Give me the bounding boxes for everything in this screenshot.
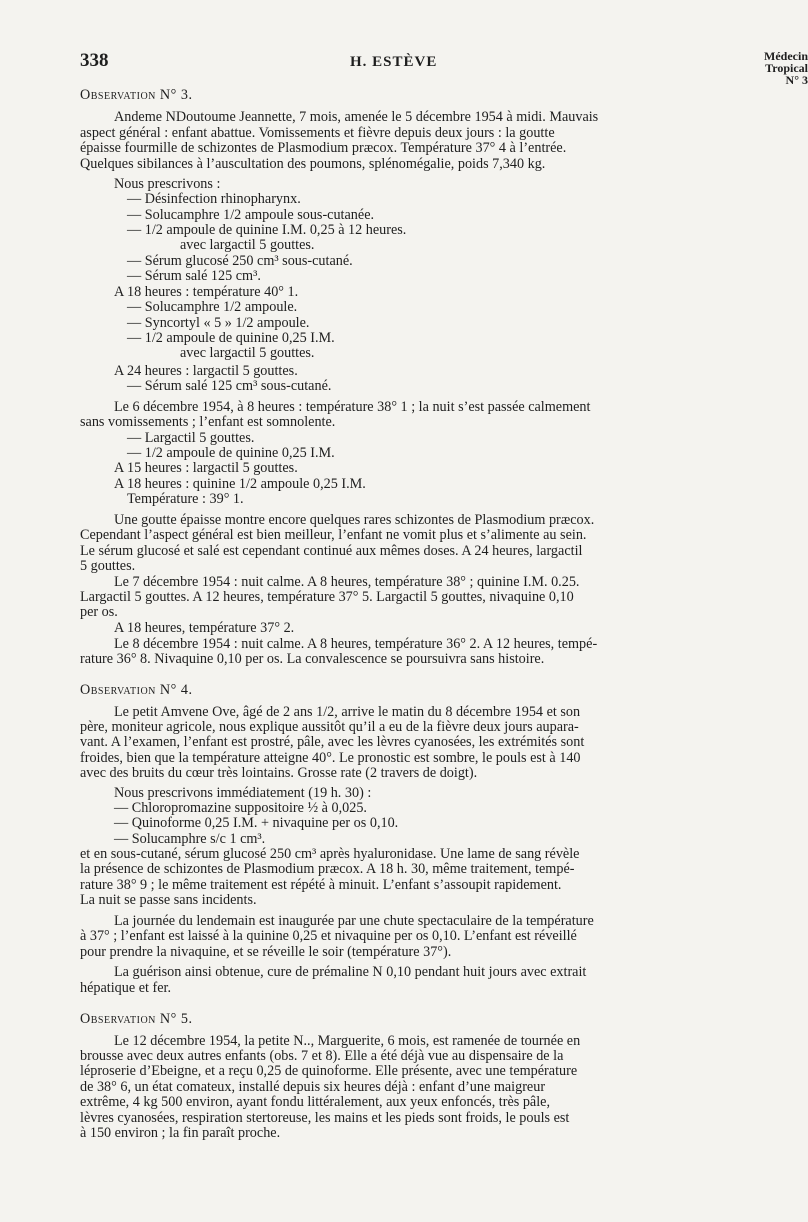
text-line: la présence de schizontes de Plasmodium præcox. A 18 h. 30, même traitement, tempé-: [80, 861, 575, 877]
text-line: — Sérum salé 125 cm³ sous-cutané.: [127, 378, 332, 394]
text-line: — Solucamphre 1/2 ampoule.: [127, 299, 298, 315]
running-head: H. ESTÈVE: [350, 54, 438, 70]
journal-name: [728, 50, 808, 86]
text-line: — Chloropromazine suppositoire ½ à 0,025.: [114, 800, 367, 816]
text-line: — Sérum salé 125 cm³.: [127, 268, 261, 284]
text-line: 5 gouttes.: [80, 558, 136, 574]
text-line: A 18 heures, température 37° 2.: [114, 620, 295, 636]
text-line: lèvres cyanosées, respiration stertoreuse, les mains et les pieds sont froids, le pouls est: [80, 1110, 570, 1126]
text-line: Le 12 décembre 1954, la petite N.., Marguerite, 6 mois, est ramenée de tournée en: [114, 1033, 581, 1049]
text-line: Andeme NDoutoume Jeannette, 7 mois, amenée le 5 décembre 1954 à midi. Mauvais: [114, 109, 599, 125]
text-line: — Largactil 5 gouttes.: [127, 430, 255, 446]
observation-heading: Observation N° 3.: [80, 87, 193, 103]
text-line: La guérison ainsi obtenue, cure de prémaline N 0,10 pendant huit jours avec extrait: [114, 964, 587, 980]
text-line: La journée du lendemain est inaugurée par une chute spectaculaire de la température: [114, 913, 594, 929]
text-line: de 38° 6, un état comateux, installé depuis six heures déjà : enfant d’une maigreur: [80, 1079, 546, 1095]
text-line: extrême, 4 kg 500 environ, ayant fondu littéralement, aux yeux enfoncés, très pâle,: [80, 1094, 550, 1110]
text-line: avec largactil 5 gouttes.: [180, 237, 315, 253]
text-line: Nous prescrivons :: [114, 176, 221, 192]
text-line: Quelques sibilances à l’auscultation des poumons, splénomégalie, poids 7,340 kg.: [80, 156, 546, 172]
text-line: A 15 heures : largactil 5 gouttes.: [114, 460, 298, 476]
text-line: La nuit se passe sans incidents.: [80, 892, 257, 908]
text-line: à 37° ; l’enfant est laissé à la quinine 0,25 et nivaquine per os 0,10. L’enfant est réveillé: [80, 928, 577, 944]
text-line: père, moniteur agricole, nous explique aussitôt qu’il a eu de la fièvre deux jours aupara-: [80, 719, 579, 735]
text-line: Le 7 décembre 1954 : nuit calme. A 8 heures, température 38° ; quinine I.M. 0.25.: [114, 574, 580, 590]
text-line: Température : 39° 1.: [127, 491, 244, 507]
text-line: A 24 heures : largactil 5 gouttes.: [114, 363, 298, 379]
text-line: pour prendre la nivaquine, et se réveille le soir (température 37°).: [80, 944, 452, 960]
text-line: — Solucamphre 1/2 ampoule sous-cutanée.: [127, 207, 375, 223]
text-line: hépatique et fer.: [80, 980, 171, 996]
journal-line: Médecin: [764, 49, 808, 63]
text-line: froides, bien que la température atteigne 40°. Le pronostic est sombre, le pouls est à 140: [80, 750, 581, 766]
text-line: rature 36° 8. Nivaquine 0,10 per os. La convalescence se poursuivra sans histoire.: [80, 651, 545, 667]
journal-line: N° 3: [785, 73, 808, 87]
text-line: — 1/2 ampoule de quinine I.M. 0,25 à 12 heures.: [127, 222, 407, 238]
text-line: A 18 heures : quinine 1/2 ampoule 0,25 I.M.: [114, 476, 366, 492]
journal-line: Tropical: [765, 61, 808, 75]
text-line: Cependant l’aspect général est bien meilleur, l’enfant ne vomit plus et s’alimente au sein.: [80, 527, 587, 543]
text-line: — Quinoforme 0,25 I.M. + nivaquine per os 0,10.: [114, 815, 399, 831]
text-line: — 1/2 ampoule de quinine 0,25 I.M.: [127, 445, 335, 461]
text-line: avec largactil 5 gouttes.: [180, 345, 315, 361]
text-line: — Solucamphre s/c 1 cm³.: [114, 831, 266, 847]
text-line: — 1/2 ampoule de quinine 0,25 I.M.: [127, 330, 335, 346]
text-line: — Syncortyl « 5 » 1/2 ampoule.: [127, 315, 310, 331]
text-line: Le 6 décembre 1954, à 8 heures : température 38° 1 ; la nuit s’est passée calmement: [114, 399, 591, 415]
text-line: per os.: [80, 604, 118, 620]
text-line: léproserie d’Ebeigne, et a reçu 0,25 de quinoforme. Elle présente, avec une température: [80, 1063, 578, 1079]
text-line: rature 38° 9 ; le même traitement est répété à minuit. L’enfant s’assoupit rapidement.: [80, 877, 562, 893]
text-line: aspect général : enfant abattue. Vomissements et fièvre depuis deux jours : la goutte: [80, 125, 555, 141]
text-line: — Désinfection rhinopharynx.: [127, 191, 301, 207]
text-line: brousse avec deux autres enfants (obs. 7 et 8). Elle a été déjà vue au dispensaire de la: [80, 1048, 564, 1064]
text-line: Largactil 5 gouttes. A 12 heures, température 37° 5. Largactil 5 gouttes, nivaquine 0,10: [80, 589, 574, 605]
text-line: épaisse fourmille de schizontes de Plasmodium præcox. Température 37° 4 à l’entrée.: [80, 140, 567, 156]
text-line: à 150 environ ; la fin paraît proche.: [80, 1125, 281, 1141]
text-line: Nous prescrivons immédiatement (19 h. 30) :: [114, 785, 372, 801]
observation-heading: Observation N° 4.: [80, 682, 193, 698]
text-line: A 18 heures : température 40° 1.: [114, 284, 299, 300]
text-line: et en sous-cutané, sérum glucosé 250 cm³ après hyaluronidase. Une lame de sang révèle: [80, 846, 580, 862]
text-line: Le petit Amvene Ove, âgé de 2 ans 1/2, arrive le matin du 8 décembre 1954 et son: [114, 704, 581, 720]
text-line: vant. A l’examen, l’enfant est prostré, pâle, avec les lèvres cyanosées, les extrémités sont: [80, 734, 585, 750]
observation-heading: Observation N° 5.: [80, 1011, 193, 1027]
text-line: Une goutte épaisse montre encore quelques rares schizontes de Plasmodium præcox.: [114, 512, 595, 528]
text-line: Le sérum glucosé et salé est cependant continué aux mêmes doses. A 24 heures, largactil: [80, 543, 583, 559]
text-line: avec des bruits du cœur très lointains. Grosse rate (2 travers de doigt).: [80, 765, 478, 781]
text-line: — Sérum glucosé 250 cm³ sous-cutané.: [127, 253, 353, 269]
page-number: 338: [80, 50, 109, 71]
text-line: sans vomissements ; l’enfant est somnolente.: [80, 414, 336, 430]
text-line: Le 8 décembre 1954 : nuit calme. A 8 heures, température 36° 2. A 12 heures, tempé-: [114, 636, 598, 652]
